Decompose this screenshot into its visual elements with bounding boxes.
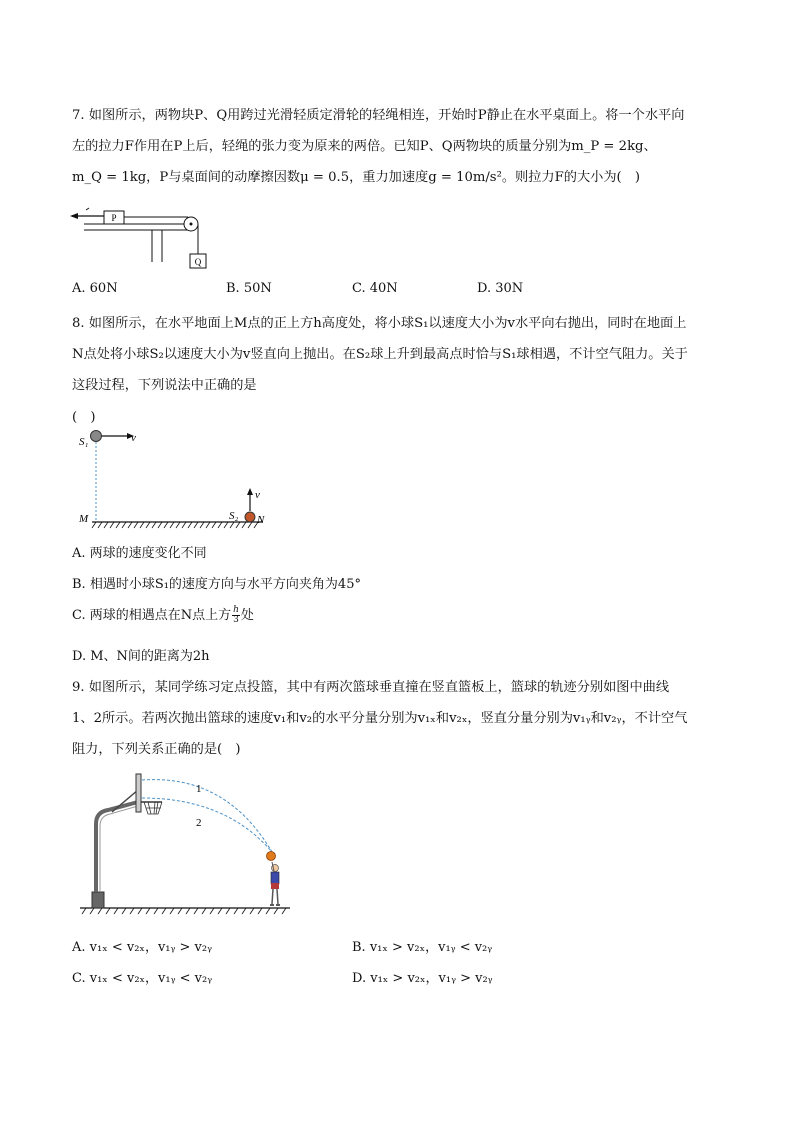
fraction-denominator: 3 [233, 615, 239, 625]
fraction-numerator: h [233, 605, 239, 615]
fraction [232, 606, 240, 625]
q8-line3: 这段过程，下列说法中正确的是 [72, 378, 257, 393]
player-shorts [271, 883, 279, 889]
q8-projectile-figure [70, 425, 270, 533]
q9-option-b[interactable]: B. v₁ₓ > v₂ₓ，v₁ᵧ < v₂ᵧ [352, 940, 493, 955]
basketball [267, 852, 276, 861]
q9-basketball-figure [76, 768, 296, 916]
q9-line1: 9. 如图所示，某同学练习定点投篮，其中有两次篮球垂直撞在竖直篮板上，篮球的轨迹分别如图中曲线 [72, 680, 670, 695]
q7-line2: 左的拉力F作用在P上后，轻绳的张力变为原来的两倍。已知P、Q两物块的质量分别为m_P = 2kg、 [72, 139, 657, 154]
hoop-base [92, 892, 104, 908]
q8-line4: ( ) [72, 410, 96, 425]
q8-option-c[interactable] [72, 604, 254, 625]
q7-option-a[interactable]: A. 60N [72, 281, 118, 296]
q7-option-b[interactable]: B. 50N [226, 281, 272, 296]
q8-line1: 8. 如图所示，在水平地面上M点的正上方h高度处，将小球S₁以速度大小为v水平向右抛出，同时在地面上 [72, 316, 687, 331]
q8-option-a[interactable]: A. 两球的速度变化不同 [72, 546, 207, 561]
v1-label: v [131, 432, 136, 444]
q8-option-d[interactable]: D. M、N间的距离为2h [72, 649, 210, 664]
q8-line2: N点处将小球S₂以速度大小为v竖直向上抛出。在S₂球上升到最高点时恰与S₁球相遇，不计空气阻力。关于 [72, 347, 688, 362]
trajectory-1-label: 1 [196, 783, 202, 795]
block-q-label: Q [194, 257, 202, 267]
q9-line3: 阻力，下列关系正确的是( ) [72, 742, 241, 757]
q8-option-c-text: C. 两球的相遇点在N点上方 [72, 608, 232, 623]
force-arrow-head [70, 213, 78, 219]
q7-line3: m_Q = 1kg，P与桌面间的动摩擦因数μ = 0.5，重力加速度g = 10m/s²。则拉力F的大小为( ) [72, 170, 640, 185]
ball-s2 [245, 512, 255, 522]
q7-option-c[interactable]: C. 40N [352, 281, 398, 296]
q7-option-d[interactable]: D. 30N [477, 281, 524, 296]
ball-s1 [91, 431, 102, 442]
hoop-pole [96, 802, 138, 892]
q8-option-b[interactable]: B. 相遇时小球S₁的速度方向与水平方向夹角为45° [72, 577, 361, 592]
n-label: N [257, 514, 265, 526]
s1-label: S₁ [79, 436, 89, 448]
v2-label: v [255, 489, 260, 501]
m-label: M [79, 513, 89, 525]
trajectory-1 [142, 780, 272, 852]
q9-line2: 1、2所示。若两次抛出篮球的速度v₁和v₂的水平分量分别为v₁ₓ和v₂ₓ，竖直分量分别为v₁ᵧ和v₂ᵧ，不计空气 [72, 711, 688, 726]
q9-option-a[interactable]: A. v₁ₓ < v₂ₓ，v₁ᵧ > v₂ᵧ [72, 940, 212, 955]
net [144, 802, 162, 814]
player-shirt [271, 872, 279, 884]
backboard [136, 774, 141, 812]
s2-label: S₂ [229, 510, 239, 522]
trajectory-2-label: 2 [196, 817, 202, 829]
q7-line1: 7. 如图所示，两物块P、Q用跨过光滑轻质定滑轮的轻绳相连，开始时P静止在水平桌面上。将一个水平向 [72, 108, 685, 123]
q9-option-c[interactable]: C. v₁ₓ < v₂ₓ，v₁ᵧ < v₂ᵧ [72, 971, 213, 986]
trajectory-2 [142, 798, 272, 852]
q7-pulley-figure [70, 204, 220, 274]
q8-option-c-tail: 处 [240, 608, 254, 623]
q9-option-d[interactable]: D. v₁ₓ > v₂ₓ，v₁ᵧ > v₂ᵧ [352, 971, 493, 986]
block-p-label: P [111, 213, 117, 223]
